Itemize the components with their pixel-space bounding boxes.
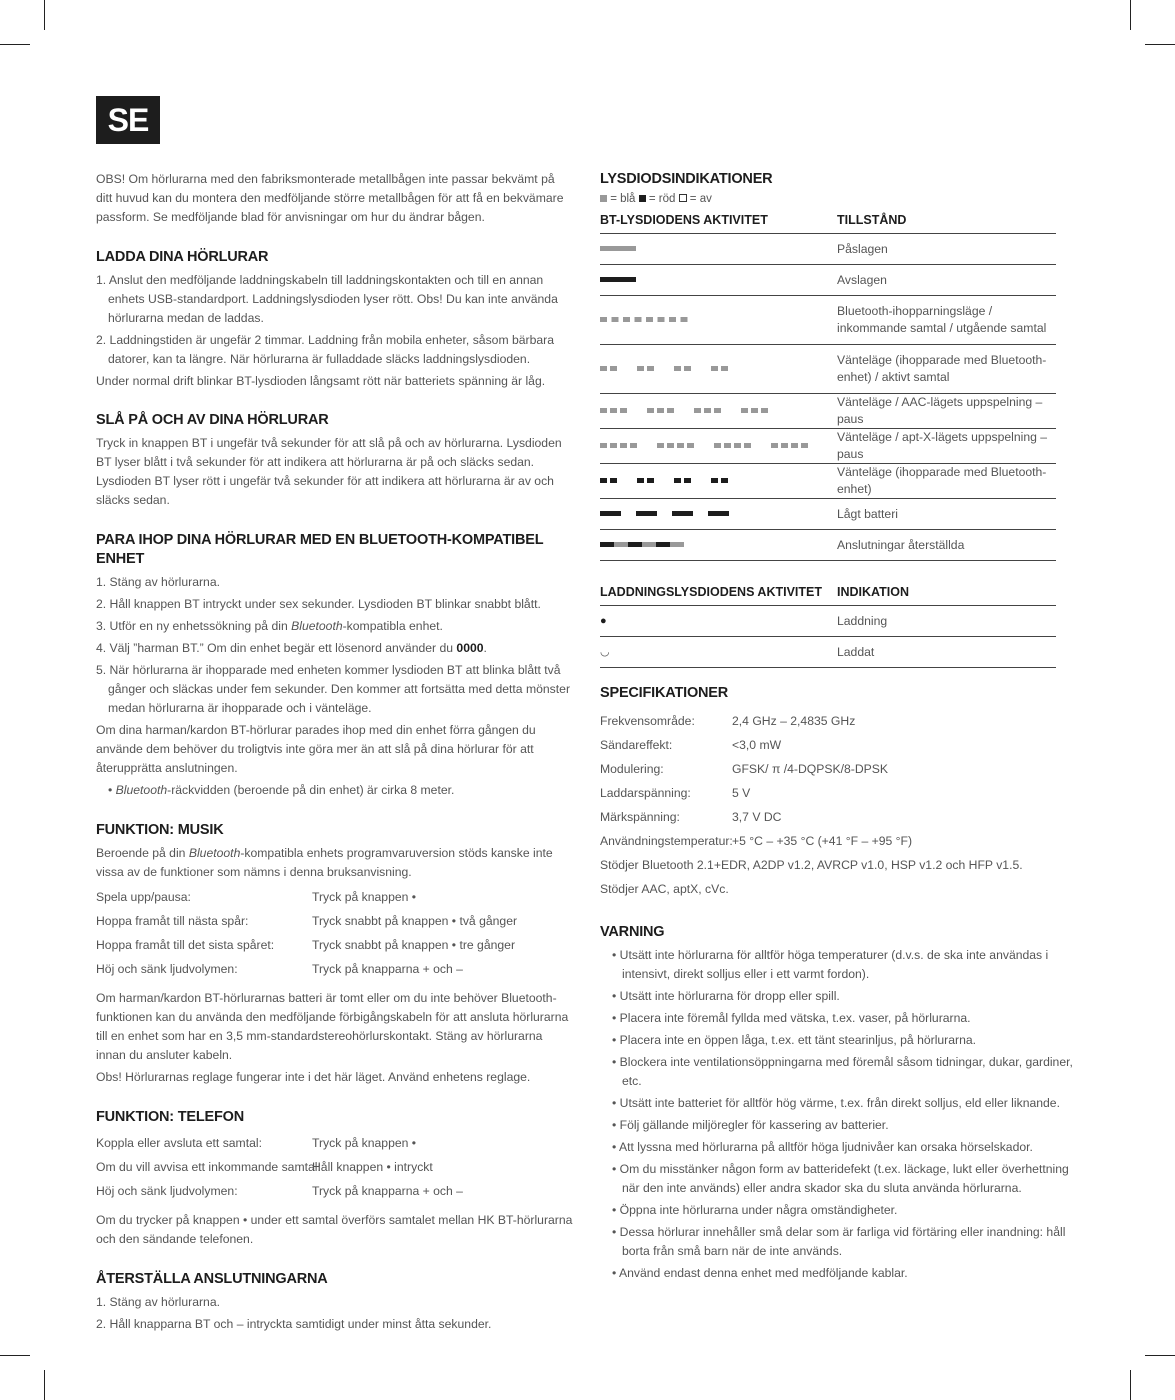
- control-row: [96, 885, 574, 909]
- control-label: Om du vill avvisa ett inkommande samtal:: [96, 1160, 321, 1174]
- step: [96, 639, 574, 658]
- led-blink-mark: [741, 408, 748, 413]
- control-row: [96, 1155, 574, 1179]
- control-label: Hoppa framåt till det sista spåret:: [96, 938, 275, 952]
- led-blink-mark: [642, 542, 656, 547]
- left-column: [96, 170, 574, 1337]
- step: 2. Laddningstiden är ungefär 2 timmar. Laddning från mobila enheter, såsom bärbara datorer, kan ta längre. När hörlurarna är fulladdade släcks laddningslysdioden.: [96, 333, 554, 366]
- led-blink-mark: [637, 478, 644, 483]
- spec-value: 3,7 V DC: [732, 810, 782, 824]
- legend-label: = röd: [645, 193, 679, 205]
- led-blink-mark: [761, 408, 768, 413]
- warning-item: • Blockera inte ventilationsöppningarna med föremål såsom tidningar, dukar, gardiner, etc.: [612, 1055, 1073, 1088]
- section-title: VARNING: [600, 924, 665, 940]
- led-pattern-alternating: [600, 540, 830, 550]
- intro-note: OBS! Om hörlurarna med den fabriksmonterade metallbågen inte passar bekvämt på ditt huvud kan du montera den medföljande större metallbågen för att få en bekvämare passform. Se medföljande blad för anvisningar om hur du ändrar bågen.: [96, 172, 564, 224]
- led-blink-mark: [636, 511, 657, 516]
- led-blink-mark: [681, 317, 688, 322]
- control-label: Höj och sänk ljudvolymen:: [96, 1184, 238, 1198]
- led-blink-mark: [670, 542, 684, 547]
- led-blink-mark: [600, 542, 614, 547]
- text: Dessa hörlurar innehåller små delar som är farliga vid förtäring eller inandning: håll borta från små barn när de inte används.: [619, 1225, 1066, 1258]
- control-label: Höj och sänk ljudvolymen:: [96, 962, 238, 976]
- spec-value: GFSK/ π /4-DQPSK/8-DPSK: [732, 762, 889, 776]
- led-blink-mark: [623, 317, 630, 322]
- paragraph: Under normal drift blinkar BT-lysdioden långsamt rött när batteriets spänning är låg.: [96, 374, 546, 388]
- charge-led-table: [600, 583, 1056, 668]
- text: Utsätt inte hörlurarna för dropp eller spill.: [619, 989, 840, 1003]
- led-blink-mark: [658, 317, 665, 322]
- led-blink-mark: [721, 478, 728, 483]
- section-specs: [600, 684, 1078, 901]
- table-header: [600, 583, 1056, 606]
- spec-value: 2,4 GHz – 2,4835 GHz: [732, 714, 856, 728]
- control-action: Tryck på knappen •: [312, 890, 417, 904]
- led-pattern-slow-red: [600, 509, 830, 519]
- paragraph: Om harman/kardon BT-hörlurarnas batteri är tomt eller om du inte behöver Bluetooth-funktionen kan du använda den medföljande förbigångskabeln för att ansluta hörlurarna till en enhet som har en 3,5 mm-standardstereohörlurskontakt. Stäng av hörlurarna innan du ansluter kabeln.: [96, 991, 569, 1062]
- section-title: ÅTERSTÄLLA ANSLUTNINGARNA: [96, 1271, 328, 1287]
- text: 3. Utför en ny enhetssökning på din: [96, 619, 292, 633]
- led-blink-mark: [714, 408, 721, 413]
- paragraph: [96, 844, 574, 882]
- text: Beroende på din: [96, 846, 189, 860]
- spec-line: Stödjer AAC, aptX, cVc.: [600, 882, 729, 896]
- control-action: Tryck snabbt på knappen • två gånger: [312, 914, 518, 928]
- led-pattern-triple-blue: [600, 406, 830, 416]
- crop-mark: [44, 0, 45, 30]
- text: Placera inte föremål fyllda med vätska, t.ex. vaser, på hörlurarna.: [619, 1011, 971, 1025]
- led-state: Vänteläge (ihopparade med Bluetooth-enhet): [837, 464, 1056, 499]
- table-row: [600, 394, 1056, 429]
- led-blink-mark: [656, 542, 670, 547]
- paragraph: Om du trycker på knappen • under ett samtal överförs samtalet mellan HK BT-hörlurarna och den sändande telefonen.: [96, 1213, 573, 1246]
- led-pattern-solid-blue: [600, 244, 830, 254]
- led-blink-mark: [630, 443, 637, 448]
- passcode: 0000: [456, 641, 484, 655]
- table-row: [600, 499, 1056, 530]
- control-action: Tryck snabbt på knappen • tre gånger: [312, 938, 515, 952]
- led-blink-mark: [614, 542, 628, 547]
- led-blink-mark: [751, 408, 758, 413]
- led-blink-mark: [628, 542, 642, 547]
- off-square-icon: [679, 194, 687, 202]
- step: 1. Anslut den medföljande laddningskabeln till laddningskontakten och till en annan enhets USB-standardport. Laddningslysdioden lyser rött. Obs! Du kan inte använda hörlurarna medan de laddas.: [96, 273, 558, 325]
- table-row: [600, 606, 1056, 637]
- led-blink-mark: [801, 443, 808, 448]
- text: Utsätt inte hörlurarna för alltför höga temperaturer (d.v.s. de ska inte användas i intensivt, direkt solljus eller i ett varmt fordon).: [619, 948, 1049, 981]
- step: 2. Håll knappen BT intryckt under sex sekunder. Lysdioden BT blinkar snabbt blått.: [96, 597, 541, 611]
- led-blink-mark: [781, 443, 788, 448]
- text: Bluetooth: [115, 783, 168, 797]
- crop-mark: [1130, 0, 1131, 30]
- warning-item: • Utsätt inte batteriet för alltför hög värme, t.ex. från direkt solljus, eld eller liknande.: [612, 1096, 1060, 1110]
- table-row: [600, 464, 1056, 499]
- section-title: PARA IHOP DINA HÖRLURAR MED EN BLUETOOTH-KOMPATIBEL ENHET: [96, 532, 544, 567]
- led-blink-mark: [704, 408, 711, 413]
- spec-label: Märkspänning:: [600, 810, 680, 824]
- table-row: [600, 265, 1056, 296]
- led-blink-mark: [600, 408, 607, 413]
- text: Utsätt inte batteriet för alltför hög värme, t.ex. från direkt solljus, eld eller liknande.: [619, 1096, 1060, 1110]
- crop-mark: [44, 1370, 45, 1400]
- bt-led-table: [600, 211, 1056, 561]
- section-pairing: [96, 531, 574, 800]
- spec-row: [600, 829, 1078, 853]
- control-row: [96, 1131, 574, 1155]
- led-blink-mark: [684, 366, 691, 371]
- column-header: LADDNINGSLYSDIODENS AKTIVITET: [600, 585, 823, 599]
- text: Bluetooth: [291, 619, 343, 633]
- section-music: [96, 821, 574, 1087]
- led-blink-mark: [620, 443, 627, 448]
- led-blink-mark: [610, 478, 617, 483]
- control-label: Spela upp/pausa:: [96, 890, 191, 904]
- led-blink-mark: [610, 366, 617, 371]
- control-row: [96, 957, 574, 981]
- led-blink-mark: [647, 366, 654, 371]
- column-header: BT-LYSDIODENS AKTIVITET: [600, 213, 768, 227]
- crop-mark: [0, 44, 30, 45]
- spec-row: [600, 757, 1078, 781]
- music-controls: [96, 885, 574, 981]
- control-row: [96, 909, 574, 933]
- text: .: [483, 641, 487, 655]
- text: Att lyssna med hörlurarna på alltför höga ljudnivåer kan orsaka hörselskador.: [618, 1140, 1033, 1154]
- spec-row: [600, 805, 1078, 829]
- control-row: [96, 1179, 574, 1203]
- led-blink-mark: [721, 366, 728, 371]
- blue-square-icon: [600, 195, 607, 202]
- led-blink-mark: [637, 366, 644, 371]
- led-pattern-double-blue: [600, 364, 830, 374]
- step: 2. Håll knapparna BT och – intryckta samtidigt under minst åtta sekunder.: [96, 1317, 492, 1331]
- warning-item: • Utsätt inte hörlurarna för alltför höga temperaturer (d.v.s. de ska inte användas i intensivt, direkt solljus eller i ett varmt fordon).: [612, 948, 1049, 981]
- led-blink-mark: [667, 443, 674, 448]
- led-blink-mark: [672, 511, 693, 516]
- led-state: Laddat: [837, 637, 1056, 668]
- led-blink-mark: [635, 317, 642, 322]
- warning-item: • Följ gällande miljöregler för kassering av batterier.: [612, 1118, 889, 1132]
- spec-value: 5 V: [732, 786, 751, 800]
- led-symbol: ◡: [600, 637, 837, 668]
- led-blink-mark: [600, 317, 607, 322]
- column-header: TILLSTÅND: [837, 213, 907, 227]
- section-warning: [600, 923, 1078, 1283]
- text: Öppna inte hörlurarna under några omständigheter.: [619, 1203, 898, 1217]
- led-blink-mark: [771, 443, 778, 448]
- spec-value: <3,0 mW: [732, 738, 782, 752]
- led-state: Vänteläge (ihopparade med Bluetooth-enhet) / aktivt samtal: [837, 345, 1056, 394]
- section-reset: [96, 1270, 574, 1334]
- text: Om du misstänker någon form av batteridefekt (t.ex. läckage, lukt eller överhettning när den inte används) eller andra skador ska du sluta använda hörlurarna.: [619, 1162, 1069, 1195]
- table-row: [600, 234, 1056, 265]
- led-blink-mark: [687, 443, 694, 448]
- crop-mark: [1130, 1370, 1131, 1400]
- control-action: Tryck på knapparna + och –: [312, 962, 463, 976]
- table-header: [600, 211, 1056, 234]
- spec-line: Stödjer Bluetooth 2.1+EDR, A2DP v1.2, AVRCP v1.0, HSP v1.2 och HFP v1.5.: [600, 858, 1023, 872]
- led-blink-mark: [711, 478, 718, 483]
- led-blink-mark: [657, 443, 664, 448]
- section-title: FUNKTION: MUSIK: [96, 822, 224, 838]
- warning-item: • Dessa hörlurar innehåller små delar som är farliga vid förtäring eller inandning: håll borta från små barn när de inte används.: [612, 1225, 1066, 1258]
- control-action: Tryck på knappen •: [312, 1136, 417, 1150]
- led-pattern-quad-blue: [600, 441, 830, 451]
- spec-row: [600, 781, 1078, 805]
- paragraph: Obs! Hörlurarnas reglage fungerar inte i det här läget. Använd enhetens reglage.: [96, 1070, 531, 1084]
- led-blink-mark: [708, 511, 729, 516]
- crop-mark: [0, 1355, 30, 1356]
- led-blink-mark: [600, 443, 607, 448]
- paragraph: Tryck in knappen BT i ungefär två sekunder för att slå på och av hörlurarna. Lysdioden BT lyser blått i två sekunder för att indikera att hörlurarna är på och släcks sedan. Lysdioden BT lyser rött i ungefär två sekunder för att indikera att hörlurarna är av och släcks sedan.: [96, 436, 562, 507]
- table-row: [600, 296, 1056, 345]
- section-charge: [96, 248, 574, 391]
- led-blink-mark: [657, 408, 664, 413]
- led-state: Vänteläge / apt-X-lägets uppspelning – paus: [837, 429, 1056, 464]
- led-state: Vänteläge / AAC-lägets uppspelning – paus: [837, 394, 1056, 429]
- paragraph: Om dina harman/kardon BT-hörlurar parades ihop med din enhet förra gången du använde dem behöver du troligtvis inte göra mer än att slå på dina hörlurar för att återupprätta anslutningen.: [96, 723, 536, 775]
- led-blink-mark: [610, 408, 617, 413]
- phone-controls: [96, 1131, 574, 1203]
- section-title: FUNKTION: TELEFON: [96, 1109, 245, 1125]
- warning-item: • Att lyssna med hörlurarna på alltför höga ljudnivåer kan orsaka hörselskador.: [612, 1140, 1033, 1154]
- language-badge: SE: [96, 96, 160, 144]
- spec-row: [600, 709, 1078, 733]
- control-action: Håll knappen • intryckt: [312, 1160, 433, 1174]
- spec-label: Modulering:: [600, 762, 664, 776]
- text: Följ gällande miljöregler för kassering av batterier.: [619, 1118, 889, 1132]
- control-row: [96, 933, 574, 957]
- led-state: Avslagen: [837, 265, 1056, 296]
- warning-item: • Öppna inte hörlurarna under några omständigheter.: [612, 1203, 898, 1217]
- section-title: LYSDIODSINDIKATIONER: [600, 171, 773, 187]
- section-title: LADDA DINA HÖRLURAR: [96, 249, 269, 265]
- control-label: Koppla eller avsluta ett samtal:: [96, 1136, 262, 1150]
- warning-item: • Placera inte föremål fyllda med vätska, t.ex. vaser, på hörlurarna.: [612, 1011, 971, 1025]
- led-pattern-rapid-blue: [600, 315, 830, 325]
- led-blink-mark: [744, 443, 751, 448]
- led-blink-mark: [711, 366, 718, 371]
- warning-item: • Utsätt inte hörlurarna för dropp eller spill.: [612, 989, 840, 1003]
- led-blink-mark: [667, 408, 674, 413]
- crop-mark: [1145, 44, 1175, 45]
- spec-row: [600, 733, 1078, 757]
- led-state: Påslagen: [837, 234, 1056, 265]
- warning-item: • Om du misstänker någon form av batteridefekt (t.ex. läckage, lukt eller överhettning när den inte används) eller andra skador ska du sluta använda hörlurarna.: [612, 1162, 1069, 1195]
- led-blink-mark: [734, 443, 741, 448]
- led-blink-mark: [694, 408, 701, 413]
- led-blink-mark: [600, 366, 607, 371]
- text: -räckvidden (beroende på din enhet) är cirka 8 meter.: [167, 783, 455, 797]
- led-state: Anslutningar återställda: [837, 530, 1056, 561]
- crop-mark: [1145, 1355, 1175, 1356]
- text: Placera inte en öppen låga, t.ex. ett tänt stearinljus, på hörlurarna.: [619, 1033, 977, 1047]
- right-column: [600, 170, 1078, 1286]
- warning-item: • Placera inte en öppen låga, t.ex. ett tänt stearinljus, på hörlurarna.: [612, 1033, 977, 1047]
- led-blink-mark: [674, 478, 681, 483]
- table-row: [600, 345, 1056, 394]
- step: 5. När hörlurarna är ihopparade med enheten kommer lysdioden BT att blinka blått två gånger och släckas under fem sekunder. Den kommer att fortsätta med detta mönster medan hörlurarna är ihopparade och i vänteläge.: [96, 663, 570, 715]
- control-action: Tryck på knapparna + och –: [312, 1184, 463, 1198]
- section-title: SLÅ PÅ OCH AV DINA HÖRLURAR: [96, 412, 329, 428]
- section-title: SPECIFIKATIONER: [600, 685, 729, 701]
- control-label: Hoppa framåt till nästa spår:: [96, 914, 249, 928]
- led-blink-mark: [610, 443, 617, 448]
- led-blink-mark: [600, 511, 621, 516]
- column-header: INDIKATION: [837, 585, 909, 599]
- led-pattern-solid-red: [600, 275, 830, 285]
- step: 1. Stäng av hörlurarna.: [96, 1295, 220, 1309]
- spec-label: Frekvensområde:: [600, 714, 695, 728]
- legend-label: = av: [686, 193, 712, 205]
- led-blink-mark: [612, 317, 619, 322]
- text: 4. Välj ”harman BT.” Om din enhet begär ett lösenord använder du: [96, 641, 457, 655]
- text: -kompatibla enhet.: [342, 619, 443, 633]
- led-state: Lågt batteri: [837, 499, 1056, 530]
- table-row: [600, 530, 1056, 561]
- text: Bluetooth: [188, 846, 241, 860]
- warning-item: • Använd endast denna enhet med medföljande kablar.: [612, 1266, 908, 1280]
- spec-label: Sändareffekt:: [600, 738, 673, 752]
- led-blink-mark: [724, 443, 731, 448]
- bullet-item: • Bluetooth-räckvidden (beroende på din enhet) är cirka 8 meter.: [108, 783, 455, 797]
- led-blink-mark: [646, 317, 653, 322]
- led-state: Laddning: [837, 606, 1056, 637]
- spec-value: +5 °C – +35 °C (+41 °F – +95 °F): [732, 834, 913, 848]
- table-row: [600, 429, 1056, 464]
- step: 1. Stäng av hörlurarna.: [96, 575, 220, 589]
- led-blink-mark: [684, 478, 691, 483]
- led-state: Bluetooth-ihopparningsläge / inkommande samtal / utgående samtal: [837, 296, 1056, 345]
- section-power: [96, 411, 574, 510]
- led-blink-mark: [600, 478, 607, 483]
- text: Använd endast denna enhet med medföljande kablar.: [618, 1266, 908, 1280]
- led-blink-mark: [620, 408, 627, 413]
- led-blink-mark: [647, 408, 654, 413]
- led-blink-mark: [647, 478, 654, 483]
- led-blink-mark: [674, 366, 681, 371]
- table-row: [600, 637, 1056, 668]
- legend-label: = blå: [607, 193, 639, 205]
- spec-label: Laddarspänning:: [600, 786, 691, 800]
- spec-label: Användningstemperatur:: [600, 834, 733, 848]
- led-blink-mark: [677, 443, 684, 448]
- led-blink-mark: [714, 443, 721, 448]
- led-blink-mark: [669, 317, 676, 322]
- led-pattern-double-red: [600, 476, 830, 486]
- text: Blockera inte ventilationsöppningarna med föremål såsom tidningar, dukar, gardiner, etc.: [619, 1055, 1073, 1088]
- led-symbol: ●: [600, 606, 837, 637]
- led-blink-mark: [791, 443, 798, 448]
- step: [96, 617, 574, 636]
- led-legend: [600, 191, 1078, 207]
- red-square-icon: [639, 195, 646, 202]
- section-phone: [96, 1108, 574, 1249]
- text: -kompatibla enhets programvaruversion stöds kanske inte vissa av de funktioner som nämns i denna bruksanvisning.: [96, 846, 553, 879]
